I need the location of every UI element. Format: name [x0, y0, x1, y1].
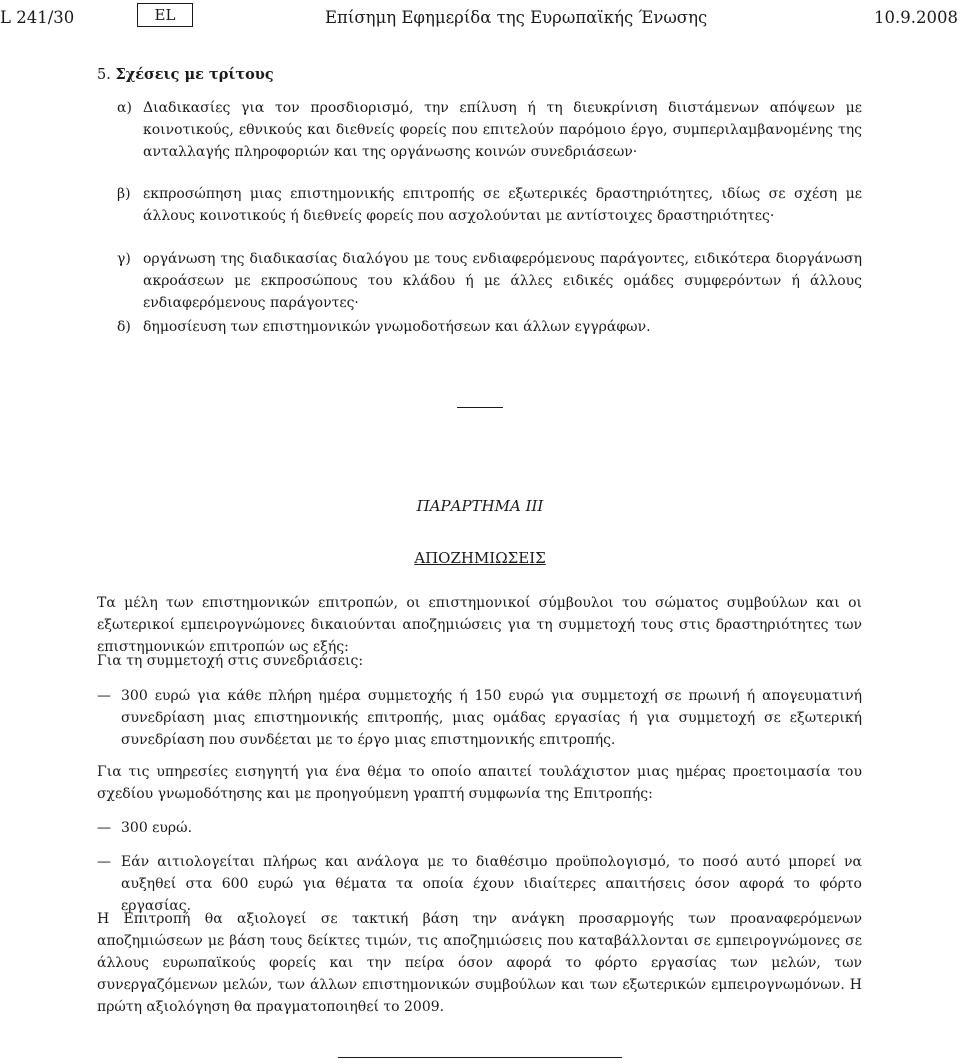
rapporteur-item-text: 300 ευρώ. [121, 820, 193, 836]
language-badge: EL [137, 3, 193, 27]
section-title: Σχέσεις με τρίτους [115, 66, 274, 83]
annex-title-wrap [0, 547, 960, 570]
list-item [117, 248, 862, 314]
footer-rule [338, 1057, 622, 1058]
intro-paragraph: Τα μέλη των επιστημονικών επιτροπών, οι επιστημονικοί σύμβουλοι του σώματος συμβούλων και οι εξωτερικοί εμπειρογνώμονες δικαιούνται αποζημιώσεις για τη συμμετοχή τους στις δραστηριότητες των επιστημονικών επιτροπών ως εξής: [97, 595, 862, 655]
dash-marker: — [97, 820, 111, 836]
dash-marker: — [97, 688, 111, 704]
item-label: γ) [117, 251, 131, 267]
item-label: α) [117, 100, 132, 116]
meetings-lead: Για τη συμμετοχή στις συνεδριάσεις: [97, 653, 364, 669]
closing-paragraph: Η Επιτροπή θα αξιολογεί σε τακτική βάση την ανάγκη προσαρμογής των προαναφερόμενων αποζημιώσεων με βάση τους δείκτες τιμών, τις αποζημιώσεις που καταβάλλονται σε εμπειρογνώμονες σε άλλους ευρωπαϊκούς φορείς και την πείρα όσον αφορά το φόρτο εργασίας των μελών, των συνεργαζόμενων μελών, των άλλων επιστημονικών συμβούλων και των εξωτερικών εμπειρογνωμόνων. Η πρώτη αξιολόγηση θα πραγματοποιηθεί το 2009. [97, 911, 862, 1015]
section-divider [457, 407, 503, 408]
page-reference: L 241/30 [0, 8, 75, 27]
item-text: εκπροσώπηση μιας επιστημονικής επιτροπής σε εξωτερικές δραστηριότητες, ιδίως σε σχέση με άλλους κοινοτικούς ή διεθνείς φορείς που ασχολούνται με αντίστοιχες δραστηριότητες· [143, 186, 862, 224]
journal-title: Επίσημη Εφημερίδα της Ευρωπαϊκής Ένωσης [325, 8, 708, 27]
dash-marker: — [97, 854, 111, 870]
meetings-item-text: 300 ευρώ για κάθε πλήρη ημέρα συμμετοχής ή 150 ευρώ για συμμετοχή σε πρωινή ή απογευματινή συνεδρίαση μιας επιστημονικής επιτροπής, μιας ομάδας εργασίας ή για συμμετοχή σε εξωτερική συνεδρίαση που συνδέεται με το έργο μιας επιστημονικής επιτροπής. [121, 688, 862, 748]
annex-title: ΑΠΟΖΗΜΙΩΣΕΙΣ [414, 549, 546, 567]
meetings-item [97, 685, 862, 751]
item-label: β) [117, 186, 131, 202]
list-item [117, 97, 862, 163]
rapporteur-lead: Για τις υπηρεσίες εισηγητή για ένα θέμα το οποίο απαιτεί τουλάχιστον μιας ημέρας προετοιμασία του σχεδίου γνωμοδότησης και με προηγούμενη γραπτή συμφωνία της Επιτροπής: [97, 764, 862, 802]
item-label: δ) [117, 319, 131, 335]
item-text: οργάνωση της διαδικασίας διαλόγου με τους ενδιαφερόμενους παράγοντες, ειδικότερα διοργάνωση ακροάσεων με εκπροσώπους του κλάδου ή με άλλες ειδικές ομάδες συμφερόντων ή άλλους ενδιαφερόμενους παράγοντες· [143, 251, 862, 311]
section-number: 5. [97, 67, 111, 83]
list-item [117, 316, 862, 338]
page-header [0, 3, 960, 29]
section-heading [97, 64, 274, 86]
item-text: δημοσίευση των επιστημονικών γνωμοδοτήσεων και άλλων εγγράφων. [143, 319, 651, 335]
item-text: Διαδικασίες για τον προσδιορισμό, την επίλυση ή τη διευκρίνιση διιστάμενων απόψεων με κοινοτικούς, εθνικούς και διεθνείς φορείς που επιτελούν παρόμοιο έργο, συμπεριλαμβανομένης της ανταλλαγής πληροφοριών και της οργάνωσης κοινών συνεδριάσεων· [143, 100, 862, 160]
list-item [117, 183, 862, 227]
publication-date: 10.9.2008 [874, 8, 958, 27]
annex-heading: ΠΑΡΑΡΤΗΜΑ III [416, 497, 544, 515]
rapporteur-item [97, 817, 862, 839]
rapporteur-item-text: Εάν αιτιολογείται πλήρως και ανάλογα με το διαθέσιμο προϋπολογισμό, το ποσό αυτό μπορεί να αυξηθεί στα 600 ευρώ για θέματα τα οποία έχουν ιδιαίτερες απαιτήσεις όσον αφορά το φόρτο εργασίας. [121, 854, 862, 914]
